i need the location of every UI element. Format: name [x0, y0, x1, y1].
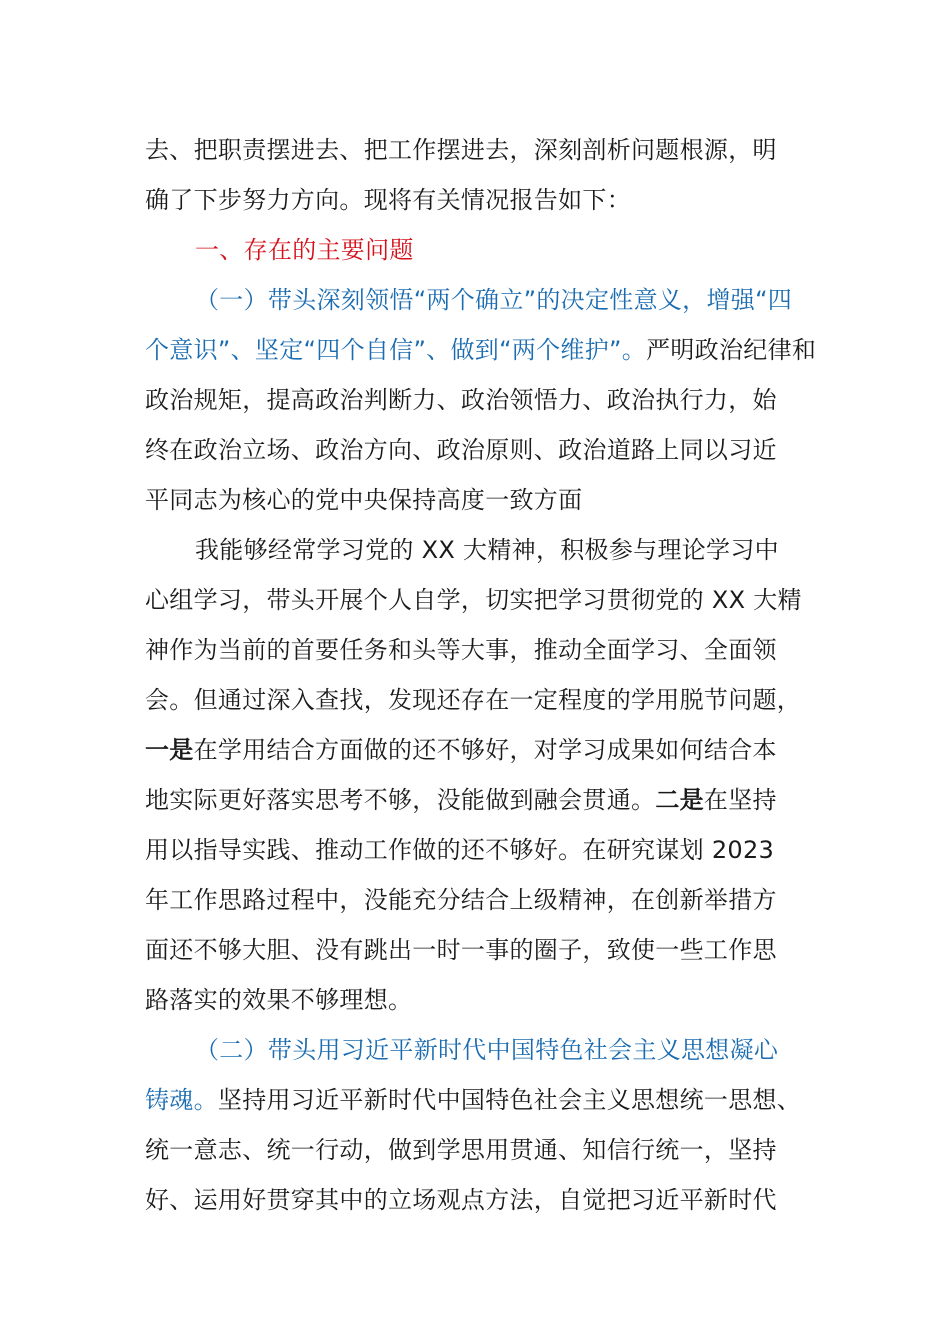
item1-heading-line-2-blue: 个意识”、坚定“四个自信”、做到“两个维护”。	[145, 336, 647, 364]
item1-heading-line-2-rest: 严明政治纪律和	[646, 336, 817, 364]
para1-line-7: 用以指导实践、推动工作做的还不够好。在研究谋划 2023	[145, 836, 775, 864]
item2-body-line-4: 好、运用好贯穿其中的立场观点方法，自觉把习近平新时代	[145, 1186, 777, 1214]
para1-line-2: 心组学习，带头开展个人自学，切实把学习贯彻党的 XX 大精	[145, 586, 802, 614]
para1-line-5-rest: 在学用结合方面做的还不够好，对学习成果如何结合本	[193, 736, 777, 764]
para1-line-9: 面还不够大胆、没有跳出一时一事的圈子，致使一些工作思	[145, 936, 777, 964]
intro-line-1: 去、把职责摆进去、把工作摆进去，深刻剖析问题根源，明	[145, 136, 777, 164]
para1-line-5	[145, 735, 777, 765]
para1-line-1: 我能够经常学习党的 XX 大精神，积极参与理论学习中	[195, 536, 779, 564]
para1-line-8: 年工作思路过程中，没能充分结合上级精神，在创新举措方	[145, 886, 777, 914]
item1-body-line-4: 终在政治立场、政治方向、政治原则、政治道路上同以习近	[145, 436, 777, 464]
item1-heading-line-2	[145, 335, 816, 365]
para1-line-6-end: 在坚持	[703, 786, 777, 814]
second-point-marker: 二是	[655, 786, 704, 814]
section-heading: 一、存在的主要问题	[195, 236, 414, 264]
item2-heading-line-2-blue: 铸魂。	[145, 1086, 218, 1114]
item2-heading-line-2	[145, 1085, 801, 1115]
para1-line-3: 神作为当前的首要任务和头等大事，推动全面学习、全面领	[145, 636, 777, 664]
item1-body-line-3: 政治规矩，提高政治判断力、政治领悟力、政治执行力，始	[145, 386, 777, 414]
intro-line-2: 确了下步努力方向。现将有关情况报告如下：	[145, 186, 631, 214]
item1-heading-line-1: （一）带头深刻领悟“两个确立”的决定性意义，增强“四	[195, 286, 793, 314]
para1-line-4: 会。但通过深入查找，发现还存在一定程度的学用脱节问题，	[145, 686, 802, 714]
para1-line-6	[145, 785, 777, 815]
item2-heading-line-1: （二）带头用习近平新时代中国特色社会主义思想凝心	[195, 1036, 779, 1064]
first-point-marker: 一是	[145, 736, 194, 764]
item1-body-line-5: 平同志为核心的党中央保持高度一致方面	[145, 486, 583, 514]
item2-body-line-3: 统一意志、统一行动，做到学思用贯通、知信行统一，坚持	[145, 1136, 777, 1164]
para1-line-6-start: 地实际更好落实思考不够，没能做到融会贯通。	[145, 786, 656, 814]
para1-line-10: 路落实的效果不够理想。	[145, 986, 413, 1014]
item2-heading-line-2-rest: 坚持用习近平新时代中国特色社会主义思想统一思想、	[217, 1086, 802, 1114]
